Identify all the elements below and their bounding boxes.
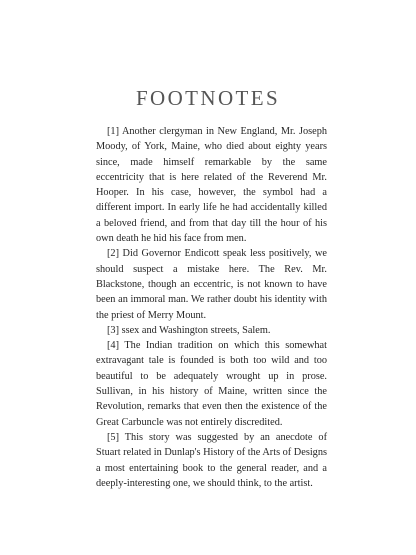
footnote-5: [5] This story was suggested by an anecdote of Stuart related in Dunlap's History of the Arts of Designs a most entertaining book to the general reader, and a deeply-interesting one, we should think, to the artist. (96, 431, 327, 489)
page-title: FOOTNOTES (135, 86, 281, 110)
footnote-1: [1] Another clergyman in New England, Mr. Joseph Moody, of York, Maine, who died about eighty years since, made himself remarkable by the same eccentricity that is here related of the Reverend Mr. Hooper. In his case, however, the symbol had a different import. In early life he had accidentally killed a beloved friend, and from that day till the hour of his own death he hid his face from men. (96, 126, 327, 245)
footnote-2: [2] Did Governor Endicott speak less positively, we should suspect a mistake here. The Rev. Mr. Blackstone, though an eccentric, is not known to have been an immoral man. We rather doubt his identity with the priest of Merry Mount. (96, 248, 327, 321)
footnotes-list (96, 124, 327, 491)
footnote-4: [4] The Indian tradition on which this somewhat extravagant tale is founded is both too wild and too beautiful to be adequately wrought up in prose. Sullivan, in his history of Maine, written since the Revolution, remarks that even then the existence of the Great Carbuncle was not entirely discredited. (96, 340, 327, 428)
footnote-3: [3] ssex and Washington streets, Salem. (107, 324, 271, 336)
